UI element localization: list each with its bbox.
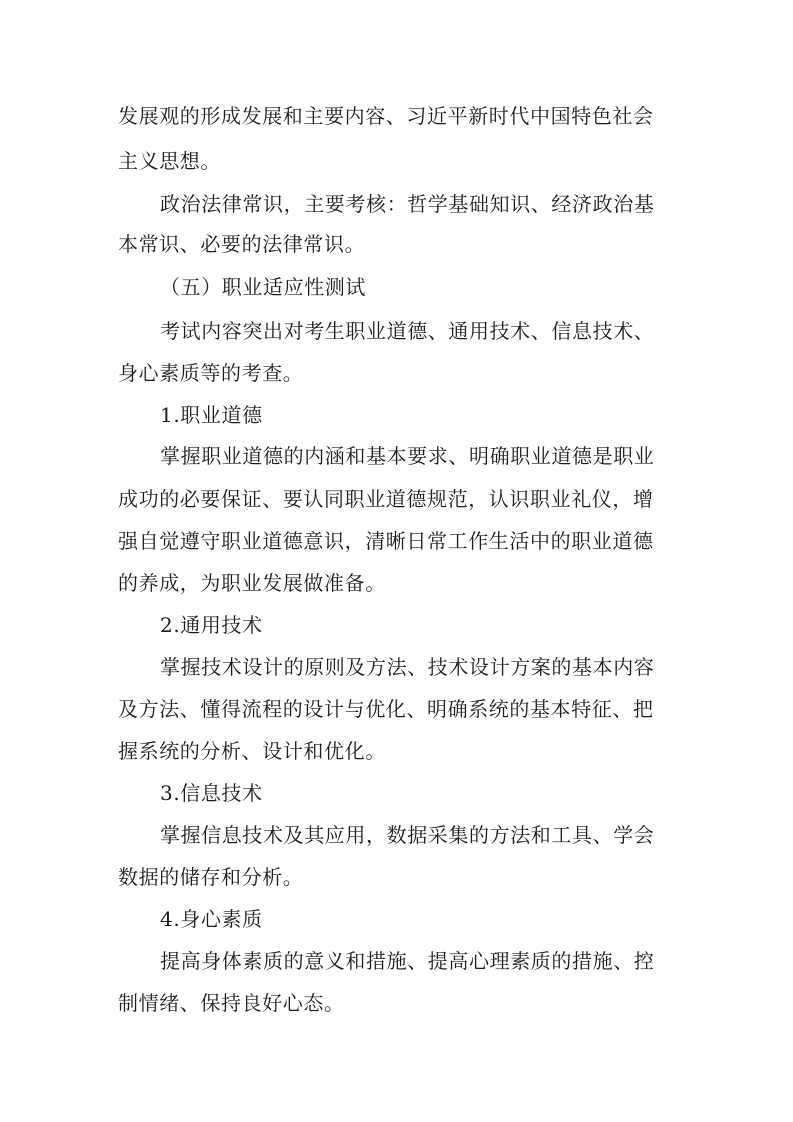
paragraph-line: 政治法律常识，主要考核：哲学基础知识、经济政治基	[160, 192, 655, 216]
paragraph-line: 身心素质等的考查。	[118, 361, 304, 385]
subsection-heading: 3.信息技术	[160, 781, 263, 805]
paragraph-line: 掌握技术设计的原则及方法、技术设计方案的基本内容	[160, 655, 655, 679]
paragraph-line: 掌握信息技术及其应用，数据采集的方法和工具、学会	[160, 823, 655, 847]
paragraph-line: 强自觉遵守职业道德意识，清晰日常工作生活中的职业道德	[118, 529, 654, 553]
section-heading: （五）职业适应性测试	[160, 275, 366, 299]
paragraph-line: 的养成，为职业发展做准备。	[118, 571, 386, 595]
paragraph-line: 考试内容突出对考生职业道德、通用技术、信息技术、	[160, 319, 655, 343]
paragraph-line: 提高身体素质的意义和措施、提高心理素质的措施、控	[160, 949, 655, 973]
paragraph-line: 握系统的分析、设计和优化。	[118, 739, 386, 763]
paragraph-line: 发展观的形成发展和主要内容、习近平新时代中国特色社会	[118, 104, 654, 128]
paragraph-line: 制情绪、保持良好心态。	[118, 991, 345, 1015]
paragraph-line: 数据的储存和分析。	[118, 865, 304, 889]
paragraph-line: 掌握职业道德的内涵和基本要求、明确职业道德是职业	[160, 444, 655, 468]
subsection-heading: 1.职业道德	[160, 403, 263, 427]
paragraph-line: 本常识、必要的法律常识。	[118, 232, 366, 256]
subsection-heading: 2.通用技术	[160, 613, 263, 637]
paragraph-line: 成功的必要保证、要认同职业道德规范，认识职业礼仪，增	[118, 487, 654, 511]
paragraph-line: 主义思想。	[118, 149, 221, 173]
paragraph-line: 及方法、懂得流程的设计与优化、明确系统的基本特征、把	[118, 697, 654, 721]
subsection-heading: 4.身心素质	[160, 907, 263, 931]
